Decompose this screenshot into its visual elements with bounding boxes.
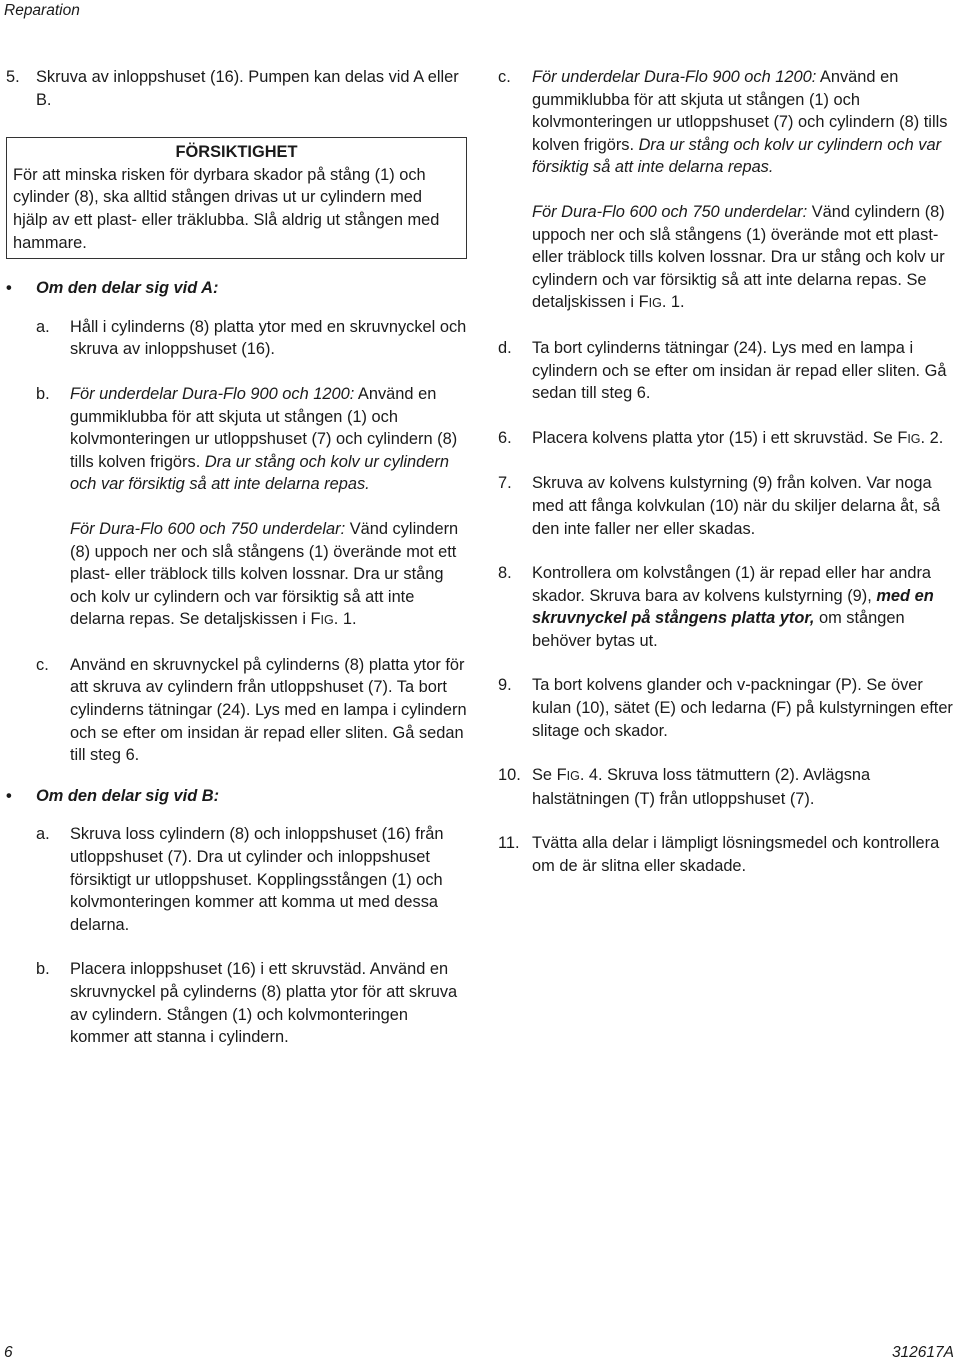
page-number: 6 <box>4 1344 13 1361</box>
step-5 <box>6 66 468 111</box>
sub-step-letter: a. <box>36 825 50 844</box>
fig-ref-ig: IG <box>648 296 662 311</box>
sub-step-paragraph-2 <box>70 518 468 632</box>
caution-title: FÖRSIKTIGHET <box>175 143 298 162</box>
body-text: Kontrollera om kolvstången (1) är repad eller har andra skador. Skruva bara av kolvens kulstyrning (9), <box>532 564 932 605</box>
sub-step-letter: a. <box>36 317 50 336</box>
body-text: Vänd cylindern (8) uppoch ner och slå stångens (1) överände mot ett plast- eller träblock tills kolven lossnar. Dra ur stång och kolv ur cylindern och var försiktig så att inte delarna repas. Se detaljskissen i <box>532 202 945 312</box>
emphasis-text: med en skruvnyckel på stångens platta ytor, <box>532 586 934 628</box>
italic-note: Dra ur stång och kolv ur cylindern och var försiktig så att inte delarna repas. <box>70 452 449 494</box>
step-number: 5. <box>6 68 20 86</box>
body-text: Använd en gummiklubba för att skjuta ut stången (1) och kolvmonteringen ur utloppshuset (7) och cylindern (8) tills kolven frigörs. <box>532 68 948 154</box>
step-text: Tvätta alla delar i lämpligt lösningsmedel och kontrollera om de är slitna eller skadade. <box>532 834 940 876</box>
fig-ref-f: F <box>310 610 321 629</box>
fig-ref-end: . 1. <box>333 610 357 629</box>
step-11 <box>498 832 956 877</box>
right-column <box>498 66 956 878</box>
sub-step-b-b <box>6 958 468 1048</box>
fig-ref-ig: IG <box>907 431 921 446</box>
step-9 <box>498 674 956 742</box>
sub-step-paragraph-2 <box>532 201 956 315</box>
fig-ref-f: F <box>897 428 908 447</box>
step-number: 7. <box>498 474 512 493</box>
sub-step-d <box>498 337 956 405</box>
step-text: Skruva av kolvens kulstyrning (9) från kolven. Var noga med att fånga kolvkulan (10) när du skiljer delarna åt, så den inte faller ner eller skadas. <box>532 474 941 538</box>
body-text: Se <box>532 766 557 785</box>
left-column <box>6 66 468 1049</box>
body-text-tail: om stången behöver bytas ut. <box>532 609 905 650</box>
step-text <box>532 427 956 451</box>
sub-step-letter: d. <box>498 338 512 357</box>
italic-lead: För underdelar Dura-Flo 900 och 1200: <box>532 68 817 86</box>
step-number: 9. <box>498 676 512 695</box>
fig-ref-end: . 2. <box>920 428 944 447</box>
heading-text: Om den delar sig vid A: <box>36 279 219 298</box>
step-text: Ta bort kolvens glander och v-packningar (P). Se över kulan (10), sätet (E) och ledarna (F) på kulstyrningen efter slitage och skador. <box>532 676 953 740</box>
heading-text: Om den delar sig vid B: <box>36 786 220 805</box>
body-text: Placera kolvens platta ytor (15) i ett skruvstäd. Se <box>532 428 898 447</box>
split-b-heading <box>6 785 468 808</box>
sub-step-letter: b. <box>36 960 50 979</box>
caution-box <box>6 137 467 259</box>
fig-ref-f: F <box>556 766 567 785</box>
body-text: Använd en gummiklubba för att skjuta ut stången (1) och kolvmonteringen ur utloppshuset (7) och cylindern (8) tills kolven frigörs. <box>70 384 458 471</box>
step-text <box>532 562 956 652</box>
step-10 <box>498 764 956 810</box>
bullet-icon: • <box>6 786 12 805</box>
caution-text: För att minska risken för dyrbara skador på stång (1) och cylinder (8), ska alltid stången drivas ut ur cylindern med hjälp av ett plast- eller träklubba. Slå aldrig ut stången med hammare. <box>13 165 440 252</box>
step-text <box>532 764 956 810</box>
step-number: 11. <box>498 834 520 853</box>
sub-step-a <box>6 316 468 361</box>
sub-step-text: Håll i cylinderns (8) platta ytor med en skruvnyckel och skruva av inloppshuset (16). <box>70 317 467 359</box>
step-7 <box>498 472 956 540</box>
italic-lead: För Dura-Flo 600 och 750 underdelar: <box>532 202 808 221</box>
step-text: Skruva av inloppshuset (16). Pumpen kan delas vid A eller B. <box>36 68 459 109</box>
step-6 <box>498 427 956 451</box>
document-number: 312617A <box>891 1344 954 1361</box>
sub-step-text: Skruva loss cylindern (8) och inloppshuset (16) från utloppshuset (7). Dra ut cylinder och inloppshuset försiktigt ur utloppshuset. Kopplingsstången (1) och kolvmonteringen kommer att komma ut med dessa delarna. <box>70 825 444 934</box>
split-a-heading <box>6 277 468 300</box>
step-number: 6. <box>498 428 512 447</box>
fig-ref-end: . 4. Skruva loss tätmuttern (2). Avlägsna halstätningen (T) från utloppshuset (7). <box>532 766 871 808</box>
sub-step-b-a <box>6 823 468 936</box>
step-8 <box>498 562 956 652</box>
sub-step-text: Ta bort cylinderns tätningar (24). Lys med en lampa i cylindern och se efter om insidan är repad eller sliten. Gå sedan till steg 6. <box>532 338 947 403</box>
fig-ref-ig: IG <box>320 613 334 628</box>
fig-ref-f: F <box>638 293 649 312</box>
bullet-icon: • <box>6 279 12 298</box>
sub-step-letter: c. <box>36 655 49 674</box>
step-number: 8. <box>498 564 512 583</box>
fig-ref-end: . 1. <box>661 293 685 312</box>
sub-step-c-right <box>498 66 956 315</box>
sub-step-b <box>6 383 468 632</box>
italic-lead: För underdelar Dura-Flo 900 och 1200: <box>70 384 355 403</box>
sub-step-letter: b. <box>36 384 50 403</box>
sub-step-letter: c. <box>498 68 511 86</box>
body-text: Vänd cylindern (8) uppoch ner och slå stångens (1) överände mot ett plast- eller träblock tills kolven lossnar. Dra ur stång och kolv ur cylindern och var försiktig så att inte delarna repas. Se detaljskissen i <box>70 519 459 629</box>
italic-note: Dra ur stång och kolv ur cylindern och var försiktig så att inte delarna repas. <box>532 135 942 177</box>
sub-step-c <box>6 654 468 767</box>
section-header: Reparation <box>4 2 80 19</box>
sub-step-text <box>532 66 956 179</box>
sub-step-text: Placera inloppshuset (16) i ett skruvstäd. Använd en skruvnyckel på cylinderns (8) platta ytor för att skruva av cylindern. Stången (1) och kolvmonteringen kommer att stanna i cylindern. <box>70 960 458 1047</box>
sub-step-text: Använd en skruvnyckel på cylinderns (8) platta ytor för att skruva av cylindern från utloppshuset (7). Ta bort cylinderns tätningar (24). Lys med en lampa i cylindern och se efter om insidan är repad eller sliten. Gå sedan till steg 6. <box>70 655 467 765</box>
fig-ref-ig: IG <box>566 769 580 784</box>
step-number: 10. <box>498 766 521 785</box>
sub-step-text <box>70 383 468 496</box>
italic-lead: För Dura-Flo 600 och 750 underdelar: <box>70 519 346 538</box>
